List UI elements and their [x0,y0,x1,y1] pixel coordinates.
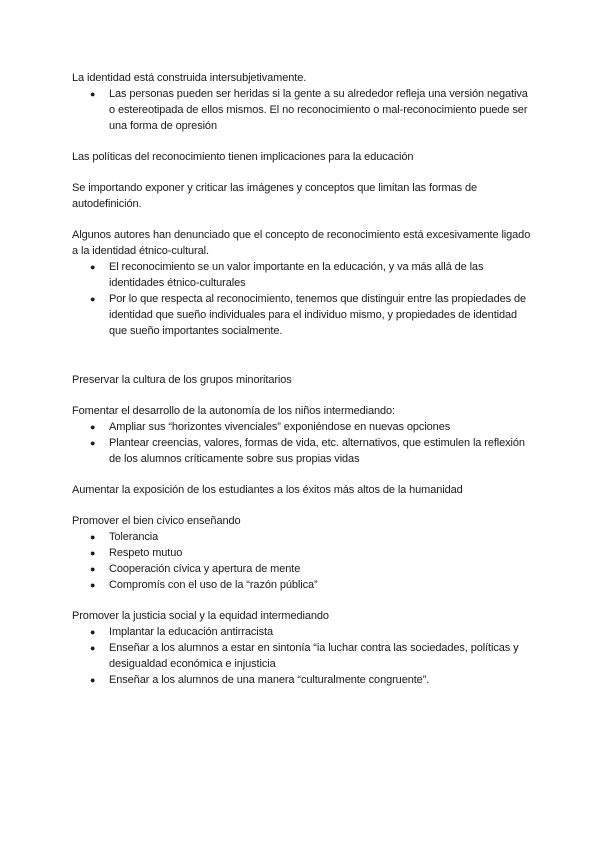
bullet-list-recognition [72,259,532,339]
bullet-icon: ● [90,294,96,304]
bullet-icon: ● [90,262,96,272]
list-item: ● Respeto mutuo [90,547,183,559]
bullet-list-autonomy [72,419,532,467]
bullet-icon: ● [90,643,96,653]
list-item: ● Compromís con el uso de la “razón pública” [90,579,318,591]
paragraph-preserve: Preservar la cultura de los grupos minoritarios [72,374,292,386]
bullet-icon: ● [90,89,96,99]
list-item: ● Las personas pueden ser heridas si la gente a su alrededor refleja una versión negativa o estereotipada de ellos mismos. El no reconocimiento o mal-reconocimiento puede ser una forma de opresión [90,88,528,132]
paragraph-exposure: Aumentar la exposición de los estudiantes a los éxitos más altos de la humanidad [72,484,463,496]
paragraph-civic: Promover el bien cívico enseñando [72,515,241,527]
list-item: ● Plantear creencias, valores, formas de vida, etc. alternativos, que estimulen la reflexión de los alumnos críticamente sobre sus propias vidas [90,437,525,465]
paragraph-autonomy: Fomentar el desarrollo de la autonomía de los niños intermediando: [72,405,395,417]
list-item: ● Enseñar a los alumnos a estar en sintonía “ia luchar contra las sociedades, políticas y desigualdad económica e injusticia [90,642,519,670]
bullet-icon: ● [90,532,96,542]
bullet-icon: ● [90,422,96,432]
paragraph-justice: Promover la justicia social y la equidad intermediando [72,610,329,622]
list-item: ● Ampliar sus “horizontes vivenciales” exponiéndose en nuevas opciones [90,421,451,433]
bullet-list-civic [72,529,532,593]
paragraph-expose: Se importando exponer y criticar las imágenes y conceptos que limitan las formas de autodefinición. [72,182,478,210]
document-page [72,70,532,688]
bullet-icon: ● [90,580,96,590]
list-item: ● Enseñar a los alumnos de una manera “culturalmente congruente”. [90,674,430,686]
list-item: ● Tolerancia [90,531,159,543]
list-item: ● Cooperación cívica y apertura de mente [90,563,301,575]
bullet-icon: ● [90,564,96,574]
paragraph-identity: La identidad está construida intersubjetivamente. [72,72,307,84]
bullet-icon: ● [90,675,96,685]
paragraph-politics: Las políticas del reconocimiento tienen implicaciones para la educación [72,151,414,163]
bullet-icon: ● [90,548,96,558]
bullet-list-identity [72,86,532,134]
bullet-icon: ● [90,438,96,448]
paragraph-authors: Algunos autores han denunciado que el concepto de reconocimiento está excesivamente ligado a la identidad étnico-cultural. [72,229,531,257]
bullet-icon: ● [90,627,96,637]
bullet-list-justice [72,624,532,688]
list-item: ● Por lo que respecta al reconocimiento, tenemos que distinguir entre las propiedades de identidad que sueño individuales para el individuo mismo, y propiedades de identidad que sueño importantes socialmente. [90,293,526,337]
list-item: ● El reconocimiento se un valor importante en la educación, y va más allá de las identidades étnico-culturales [90,261,484,289]
list-item: ● Implantar la educación antirracista [90,626,274,638]
